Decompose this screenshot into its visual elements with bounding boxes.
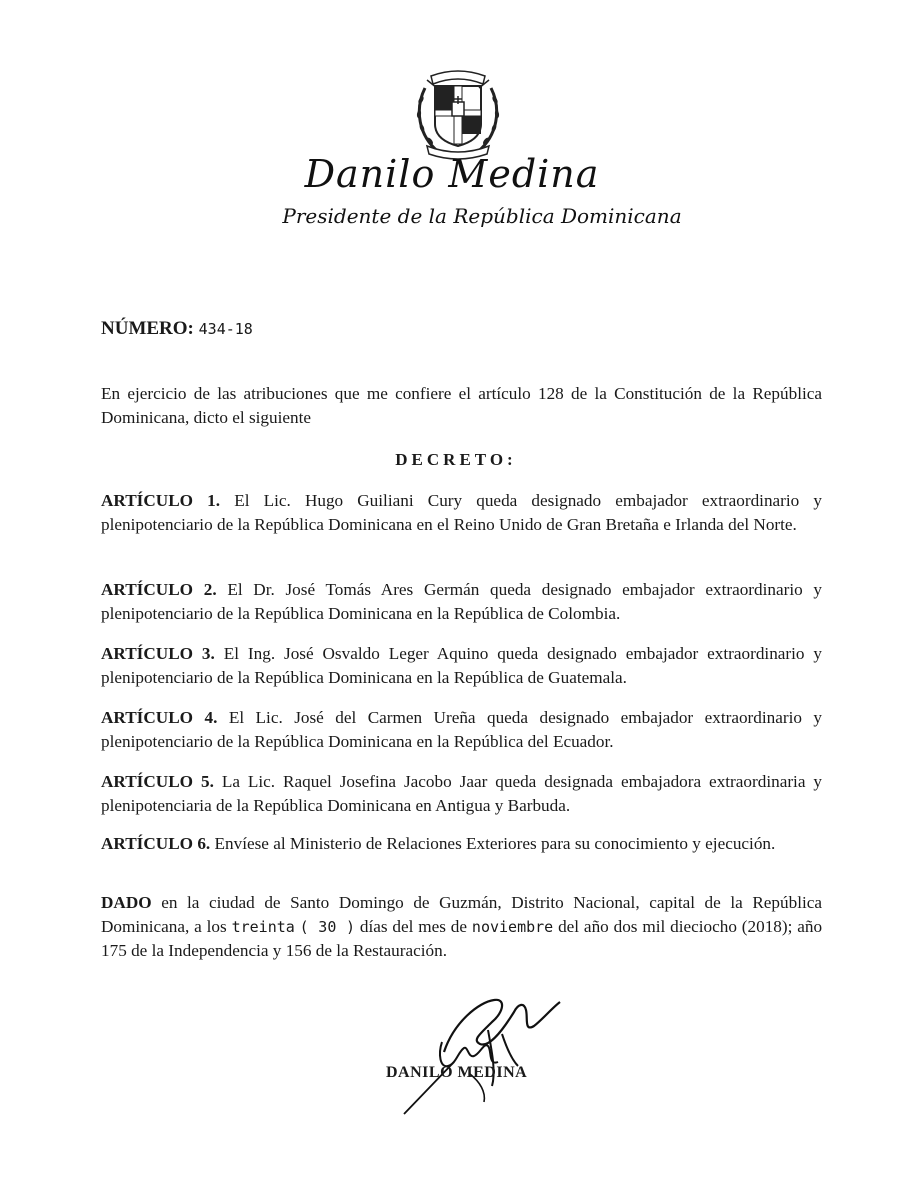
decree-number-value: 434-18	[198, 320, 253, 338]
article-1	[101, 489, 822, 537]
article-text: El Lic. Hugo Guiliani Cury queda designado embajador extraordinario y plenipotenciario de la República Dominicana en el Reino Unido de Gran Bretaña e Irlanda del Norte.	[101, 491, 822, 534]
dado-text-1: en la ciudad de Santo Domingo de Guzmán, Distrito Nacional, capital de la República Dominicana, a los	[101, 893, 822, 936]
coat-of-arms-seal	[411, 58, 505, 162]
article-text: El Ing. José Osvaldo Leger Aquino queda designado embajador extraordinario y plenipotenciario de la República Dominicana en la República de Guatemala.	[101, 644, 823, 687]
article-4	[101, 706, 822, 754]
handwritten-signature	[384, 982, 584, 1122]
preamble: En ejercicio de las atribuciones que me confiere el artículo 128 de la Constitución de la República Dominicana, dicto el siguiente	[101, 384, 822, 427]
decree-number	[101, 318, 253, 340]
dado-label: DADO	[101, 893, 152, 912]
article-text: La Lic. Raquel Josefina Jacobo Jaar queda designada embajadora extraordinaria y plenipotenciaria de la República Dominicana en Antigua y Barbuda.	[101, 772, 822, 815]
decree-number-label: NÚMERO:	[101, 318, 194, 339]
signature-printed-name: DANILO MEDINA	[386, 1064, 528, 1081]
dado-text-2: días del mes de	[359, 917, 468, 936]
article-label: ARTÍCULO 4.	[101, 708, 218, 727]
article-label: ARTÍCULO 5.	[101, 772, 214, 791]
article-3	[101, 642, 822, 690]
dado-day-word: treinta	[231, 918, 295, 936]
article-label: ARTÍCULO 3.	[101, 644, 215, 663]
article-2	[101, 578, 822, 626]
dado-text-3: del año dos mil dieciocho (2018); año 175 de la Independencia y 156 de la Restauración.	[101, 917, 823, 960]
article-5	[101, 770, 822, 818]
article-label: ARTÍCULO 2.	[101, 580, 217, 599]
decree-heading: DECRETO:	[395, 450, 517, 469]
dado-day-number: ( 30 )	[299, 918, 355, 936]
article-text: El Lic. José del Carmen Ureña queda designado embajador extraordinario y plenipotenciario de la República Dominicana en la República del Ecuador.	[101, 708, 822, 751]
article-label: ARTÍCULO 6.	[101, 834, 211, 853]
article-text: El Dr. José Tomás Ares Germán queda designado embajador extraordinario y plenipotenciario de la República Dominicana en la República de Colombia.	[101, 580, 823, 623]
dado-month: noviembre	[471, 918, 554, 936]
article-label: ARTÍCULO 1.	[101, 491, 221, 510]
header-president-name: Danilo Medina	[304, 152, 600, 196]
dado-clause	[101, 891, 822, 963]
article-text: Envíese al Ministerio de Relaciones Exteriores para su conocimiento y ejecución.	[214, 834, 776, 853]
article-6	[101, 832, 822, 856]
header-president-title: Presidente de la República Dominicana	[282, 204, 682, 228]
